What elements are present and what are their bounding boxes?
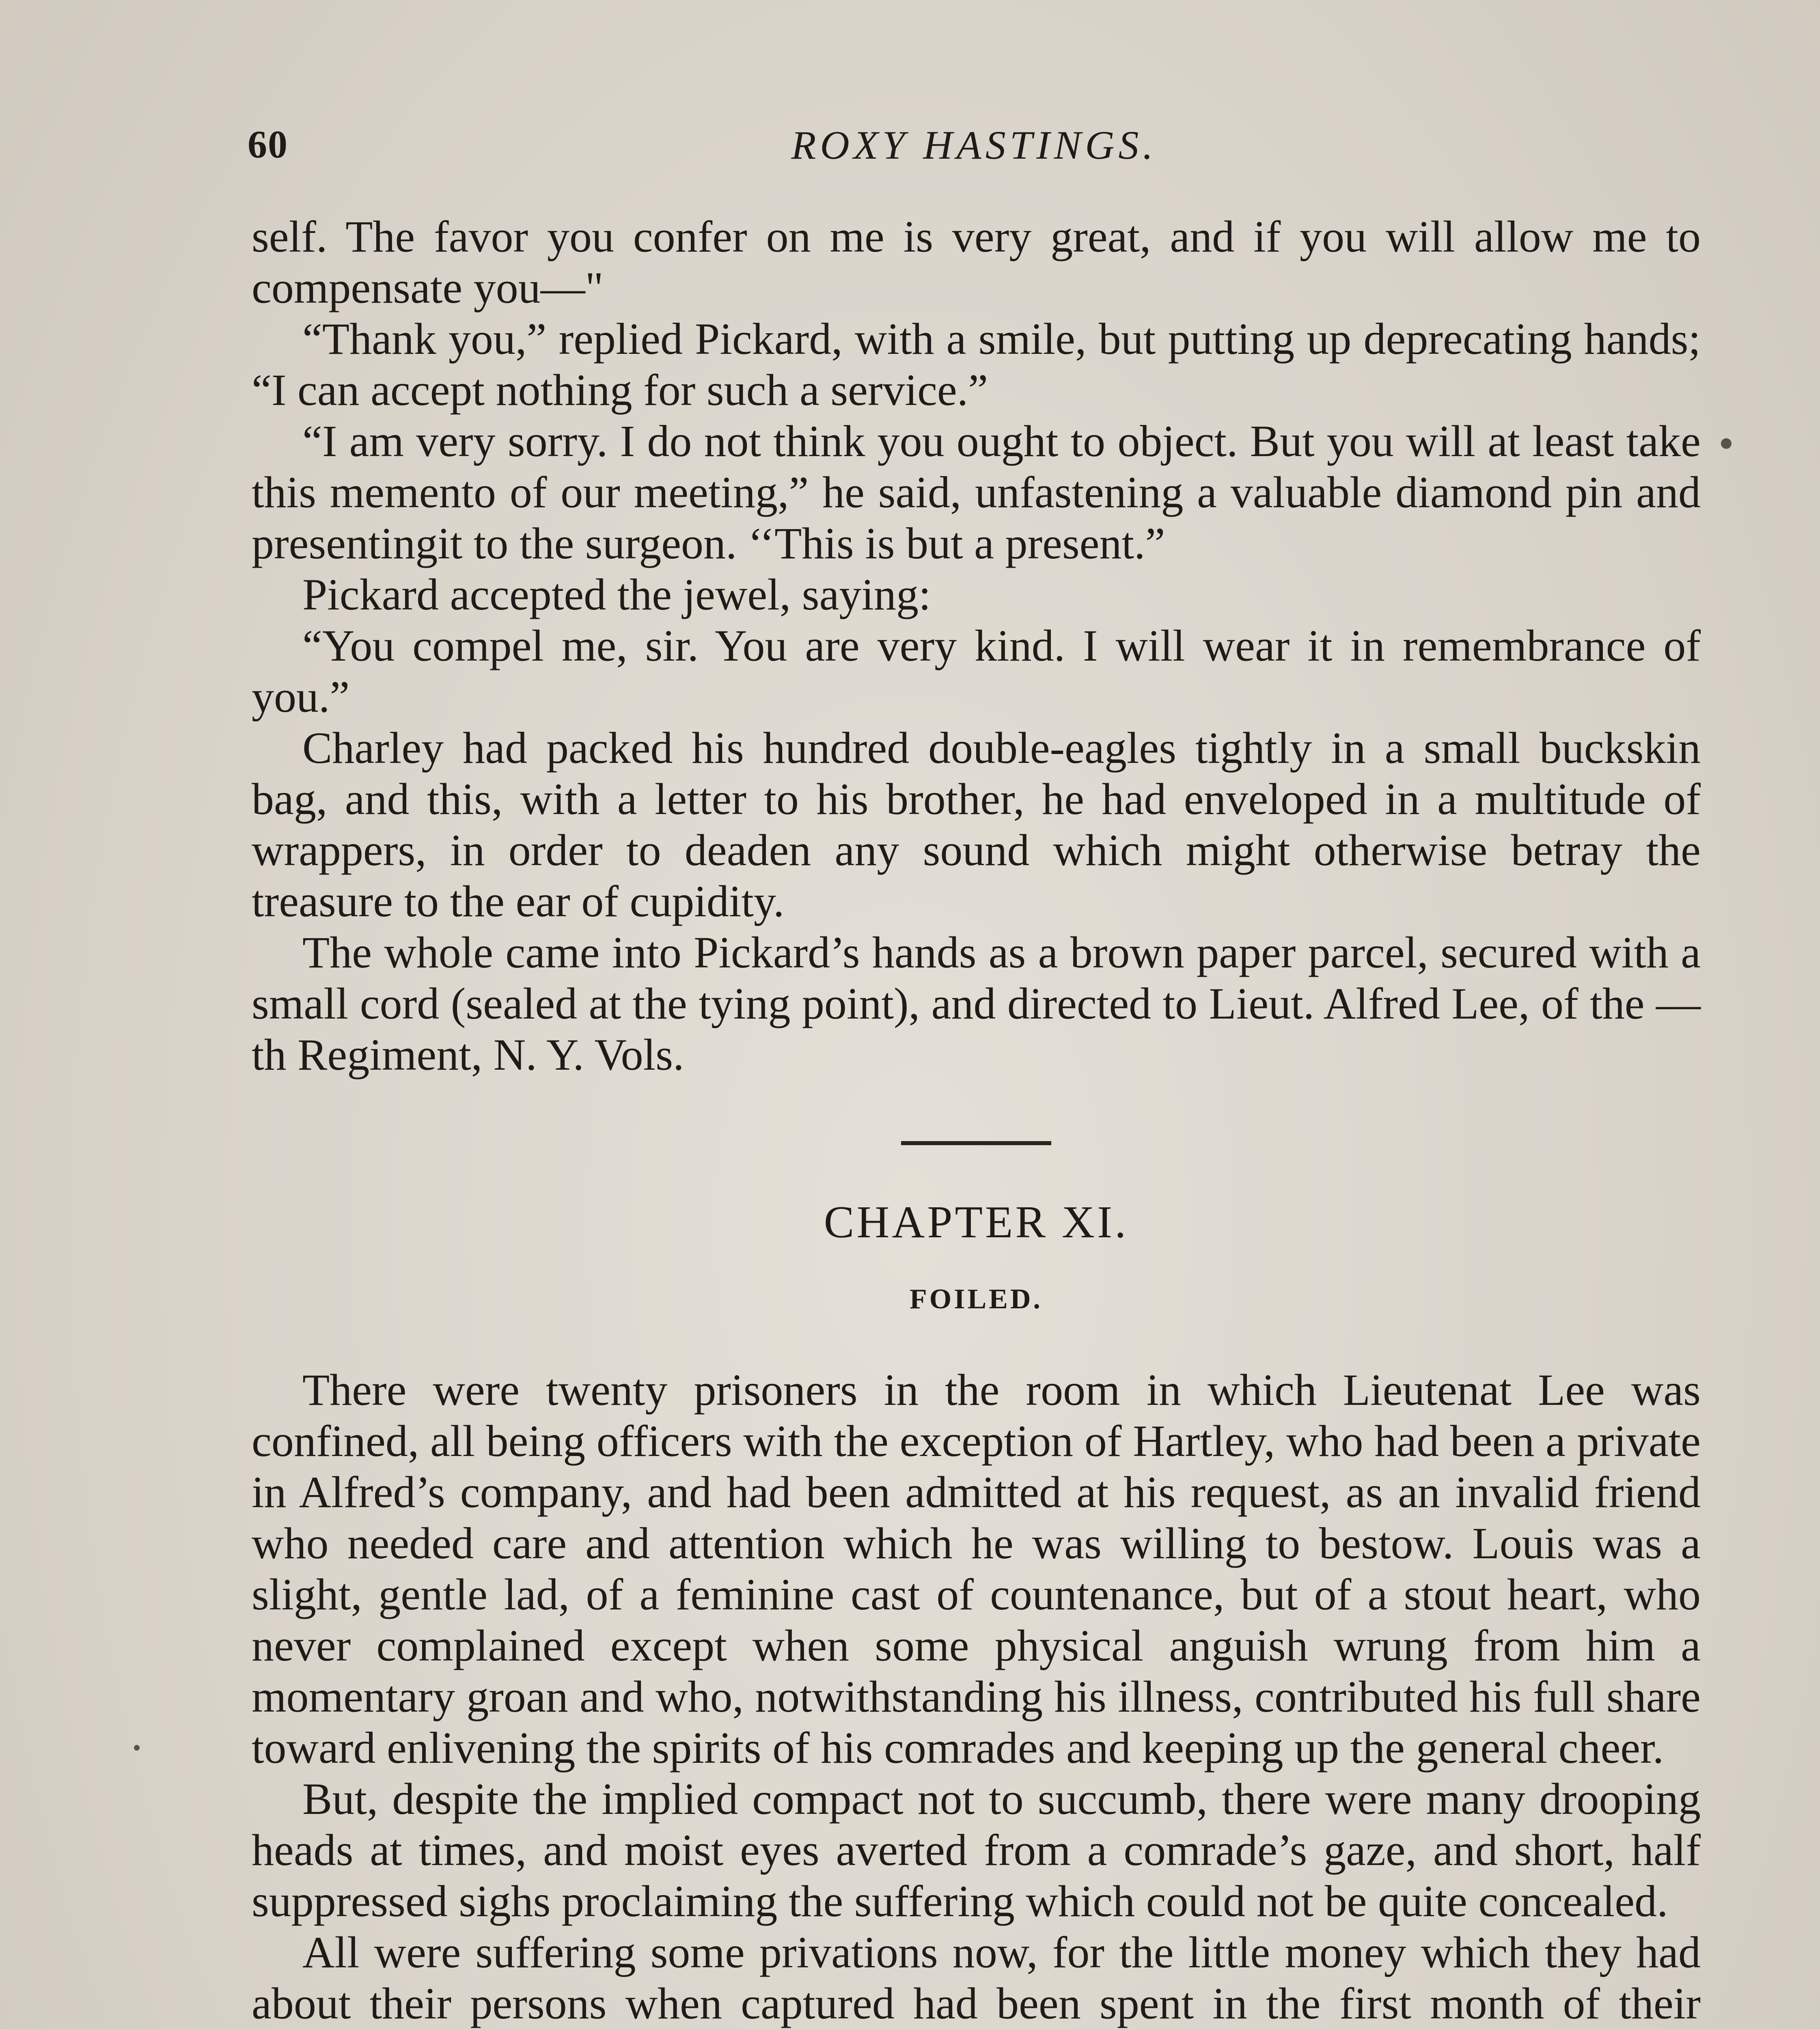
page-number: 60 — [248, 123, 288, 166]
paragraph: All were suffering some privations now, for the little money which they had about their persons when captured had been spent in the first month of their — [252, 1928, 1701, 2028]
section-divider — [901, 1141, 1051, 1145]
paragraph: But, despite the implied compact not to succumb, there were many drooping heads at times, and moist eyes averted from a comrade’s gaze, and short, half suppressed sighs proclaiming the suffering which could not be quite concealed. — [252, 1774, 1701, 1926]
paragraph: “You compel me, sir. You are very kind. I will wear it in remembrance of you.” — [252, 621, 1701, 722]
paragraph: There were twenty prisoners in the room in which Lieutenat Lee was confined, all being officers with the exception of Hartley, who had been a private in Alfred’s company, and had been admitted at his request, as an invalid friend who needed care and attention which he was willing to bestow. Louis was a slight, gentle lad, of a feminine cast of countenance, but of a stout heart, who never complained except when some physical anguish wrung from him a momentary groan and who, notwithstanding his illness, contributed his full share toward enlivening the spirits of his comrades and keeping up the general cheer. — [252, 1365, 1701, 1773]
paragraph: self. The favor you confer on me is very great, and if you will allow me to compensate you—" — [252, 212, 1701, 312]
chapter-title: CHAPTER XI. — [824, 1197, 1129, 1247]
paragraph: The whole came into Pickard’s hands as a brown paper parcel, secured with a small cord (sealed at the tying point), and directed to Lieut. Alfred Lee, of the —th Regiment, N. Y. Vols. — [252, 928, 1701, 1079]
page-header — [248, 122, 1701, 179]
chapter-subtitle: FOILED. — [910, 1284, 1043, 1315]
paragraph: Charley had packed his hundred double-eagles tightly in a small buckskin bag, and this, with a letter to his brother, he had enveloped in a multitude of wrappers, in order to deaden any sound which might otherwise betray the treasure to the ear of cupidity. — [252, 723, 1701, 926]
page-body — [252, 211, 1701, 2029]
ink-speck — [1721, 438, 1732, 449]
paragraph: “I am very sorry. I do not think you ought to object. But you will at least take this memento of our meeting,” he said, unfastening a valuable diamond pin and presentingit to the surgeon. ‘‘This is but a present.” — [252, 416, 1701, 568]
paragraph: Pickard accepted the jewel, saying: — [302, 570, 931, 619]
paragraph: “Thank you,” replied Pickard, with a smile, but putting up deprecating hands; “I can accept nothing for such a service.” — [252, 314, 1701, 415]
running-title: ROXY HASTINGS. — [791, 123, 1157, 168]
ink-speck — [134, 1745, 140, 1751]
